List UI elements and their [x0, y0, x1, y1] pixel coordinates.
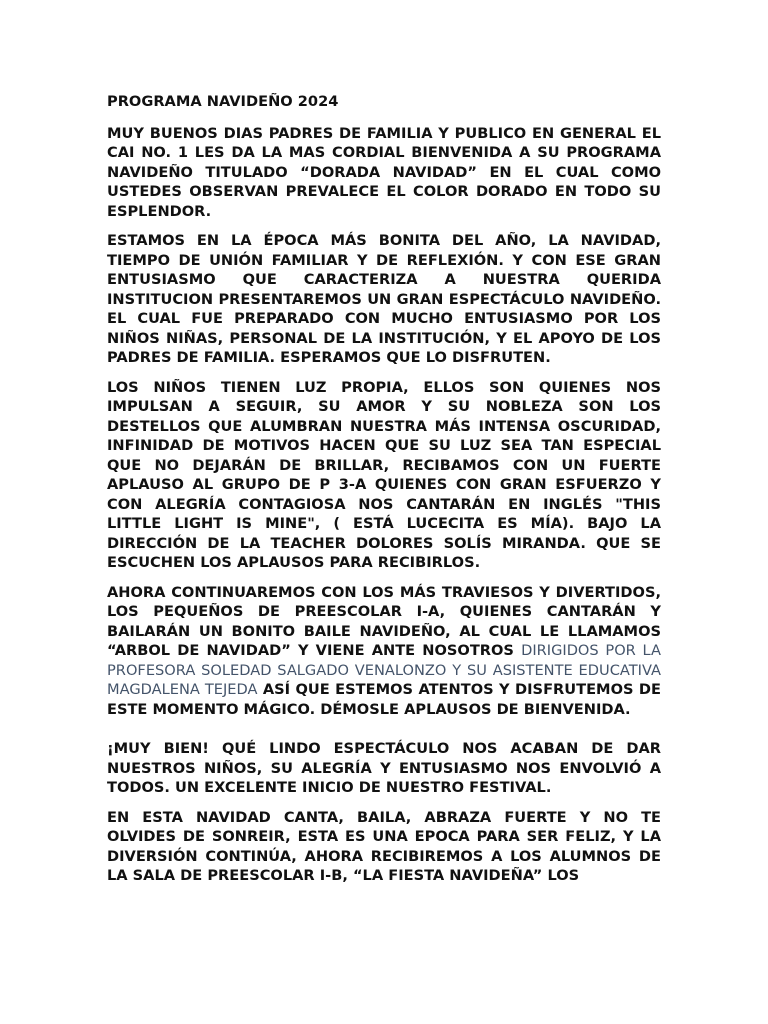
document-page: [107, 92, 661, 896]
paragraph-welcome: MUY BUENOS DIAS PADRES DE FAMILIA Y PUBLICO EN GENERAL EL CAI NO. 1 LES DA LA MAS CORDIAL BIENVENIDA A SU PROGRAMA NAVIDEÑO TITULADO “DORADA NAVIDAD” EN EL CUAL COMO USTEDES OBSERVAN PREVALECE EL COLOR DORADO EN TODO SU ESPLENDOR.: [107, 124, 661, 220]
paragraph-p3a-group: LOS NIÑOS TIENEN LUZ PROPIA, ELLOS SON QUIENES NOS IMPULSAN A SEGUIR, SU AMOR Y SU NOBLEZA SON LOS DESTELLOS QUE ALUMBRAN NUESTRA MÁS INTENSA OSCURIDAD, INFINIDAD DE MOTIVOS HACEN QUE SU LUZ SEA TAN ESPECIAL QUE NO DEJARÁN DE BRILLAR, RECIBAMOS CON UN FUERTE APLAUSO AL GRUPO DE P 3-A QUIENES CON GRAN ESFUERZO Y CON ALEGRÍA CONTAGIOSA NOS CANTARÁN EN INGLÉS "THIS LITTLE LIGHT IS MINE", ( ESTÁ LUCECITA ES MÍA). BAJO LA DIRECCIÓN DE LA TEACHER DOLORES SOLÍS MIRANDA. QUE SE ESCUCHEN LOS APLAUSOS PARA RECIBIRLOS.: [107, 378, 661, 571]
document-title: PROGRAMA NAVIDEÑO 2024: [107, 93, 339, 110]
paragraph-preescolar-1a: [107, 583, 661, 720]
paragraph-text: ASÍ QUE ESTEMOS ATENTOS Y DISFRUTEMOS DE ESTE MOMENTO MÁGICO. DÉMOSLE APLAUSOS DE BIENVENIDA.: [107, 681, 661, 718]
paragraph-season: ESTAMOS EN LA ÉPOCA MÁS BONITA DEL AÑO, LA NAVIDAD, TIEMPO DE UNIÓN FAMILIAR Y DE REFLEXIÓN. Y CON ESE GRAN ENTUSIASMO QUE CARACTERIZA A NUESTRA QUERIDA INSTITUCION PRESENTAREMOS UN GRAN ESPECTÁCULO NAVIDEÑO. EL CUAL FUE PREPARADO CON MUCHO ENTUSIASMO POR LOS NIÑOS NIÑAS, PERSONAL DE LA INSTITUCIÓN, Y EL APOYO DE LOS PADRES DE FAMILIA. ESPERAMOS QUE LO DISFRUTEN.: [107, 232, 661, 366]
highlighted-teachers: DIRIGIDOS POR LA PROFESORA SOLEDAD SALGADO VENALONZO Y SU ASISTENTE EDUCATIVA MAGDALENA TEJEDA: [107, 642, 661, 698]
paragraph-text: AHORA CONTINUAREMOS CON LOS MÁS TRAVIESOS Y DIVERTIDOS, LOS PEQUEÑOS DE PREESCOLAR I-A, QUIENES CANTARÁN Y BAILARÁN UN BONITO BAILE NAVIDEÑO, AL CUAL LE LLAMAMOS “ARBOL DE NAVIDAD” Y VIENE ANTE NOSOTROS: [107, 583, 661, 659]
paragraph-preescolar-1b: EN ESTA NAVIDAD CANTA, BAILA, ABRAZA FUERTE Y NO TE OLVIDES DE SONREIR, ESTA ES UNA EPOCA PARA SER FELIZ, Y LA DIVERSIÓN CONTINÚA, AHORA RECIBIREMOS A LOS ALUMNOS DE LA SALA DE PREESCOLAR I-B, “LA FIESTA NAVIDEÑA” LOS: [107, 808, 661, 884]
paragraph-muy-bien: ¡MUY BIEN! QUÉ LINDO ESPECTÁCULO NOS ACABAN DE DAR NUESTROS NIÑOS, SU ALEGRÍA Y ENTUSIASMO NOS ENVOLVIÓ A TODOS. UN EXCELENTE INICIO DE NUESTRO FESTIVAL.: [107, 740, 661, 796]
